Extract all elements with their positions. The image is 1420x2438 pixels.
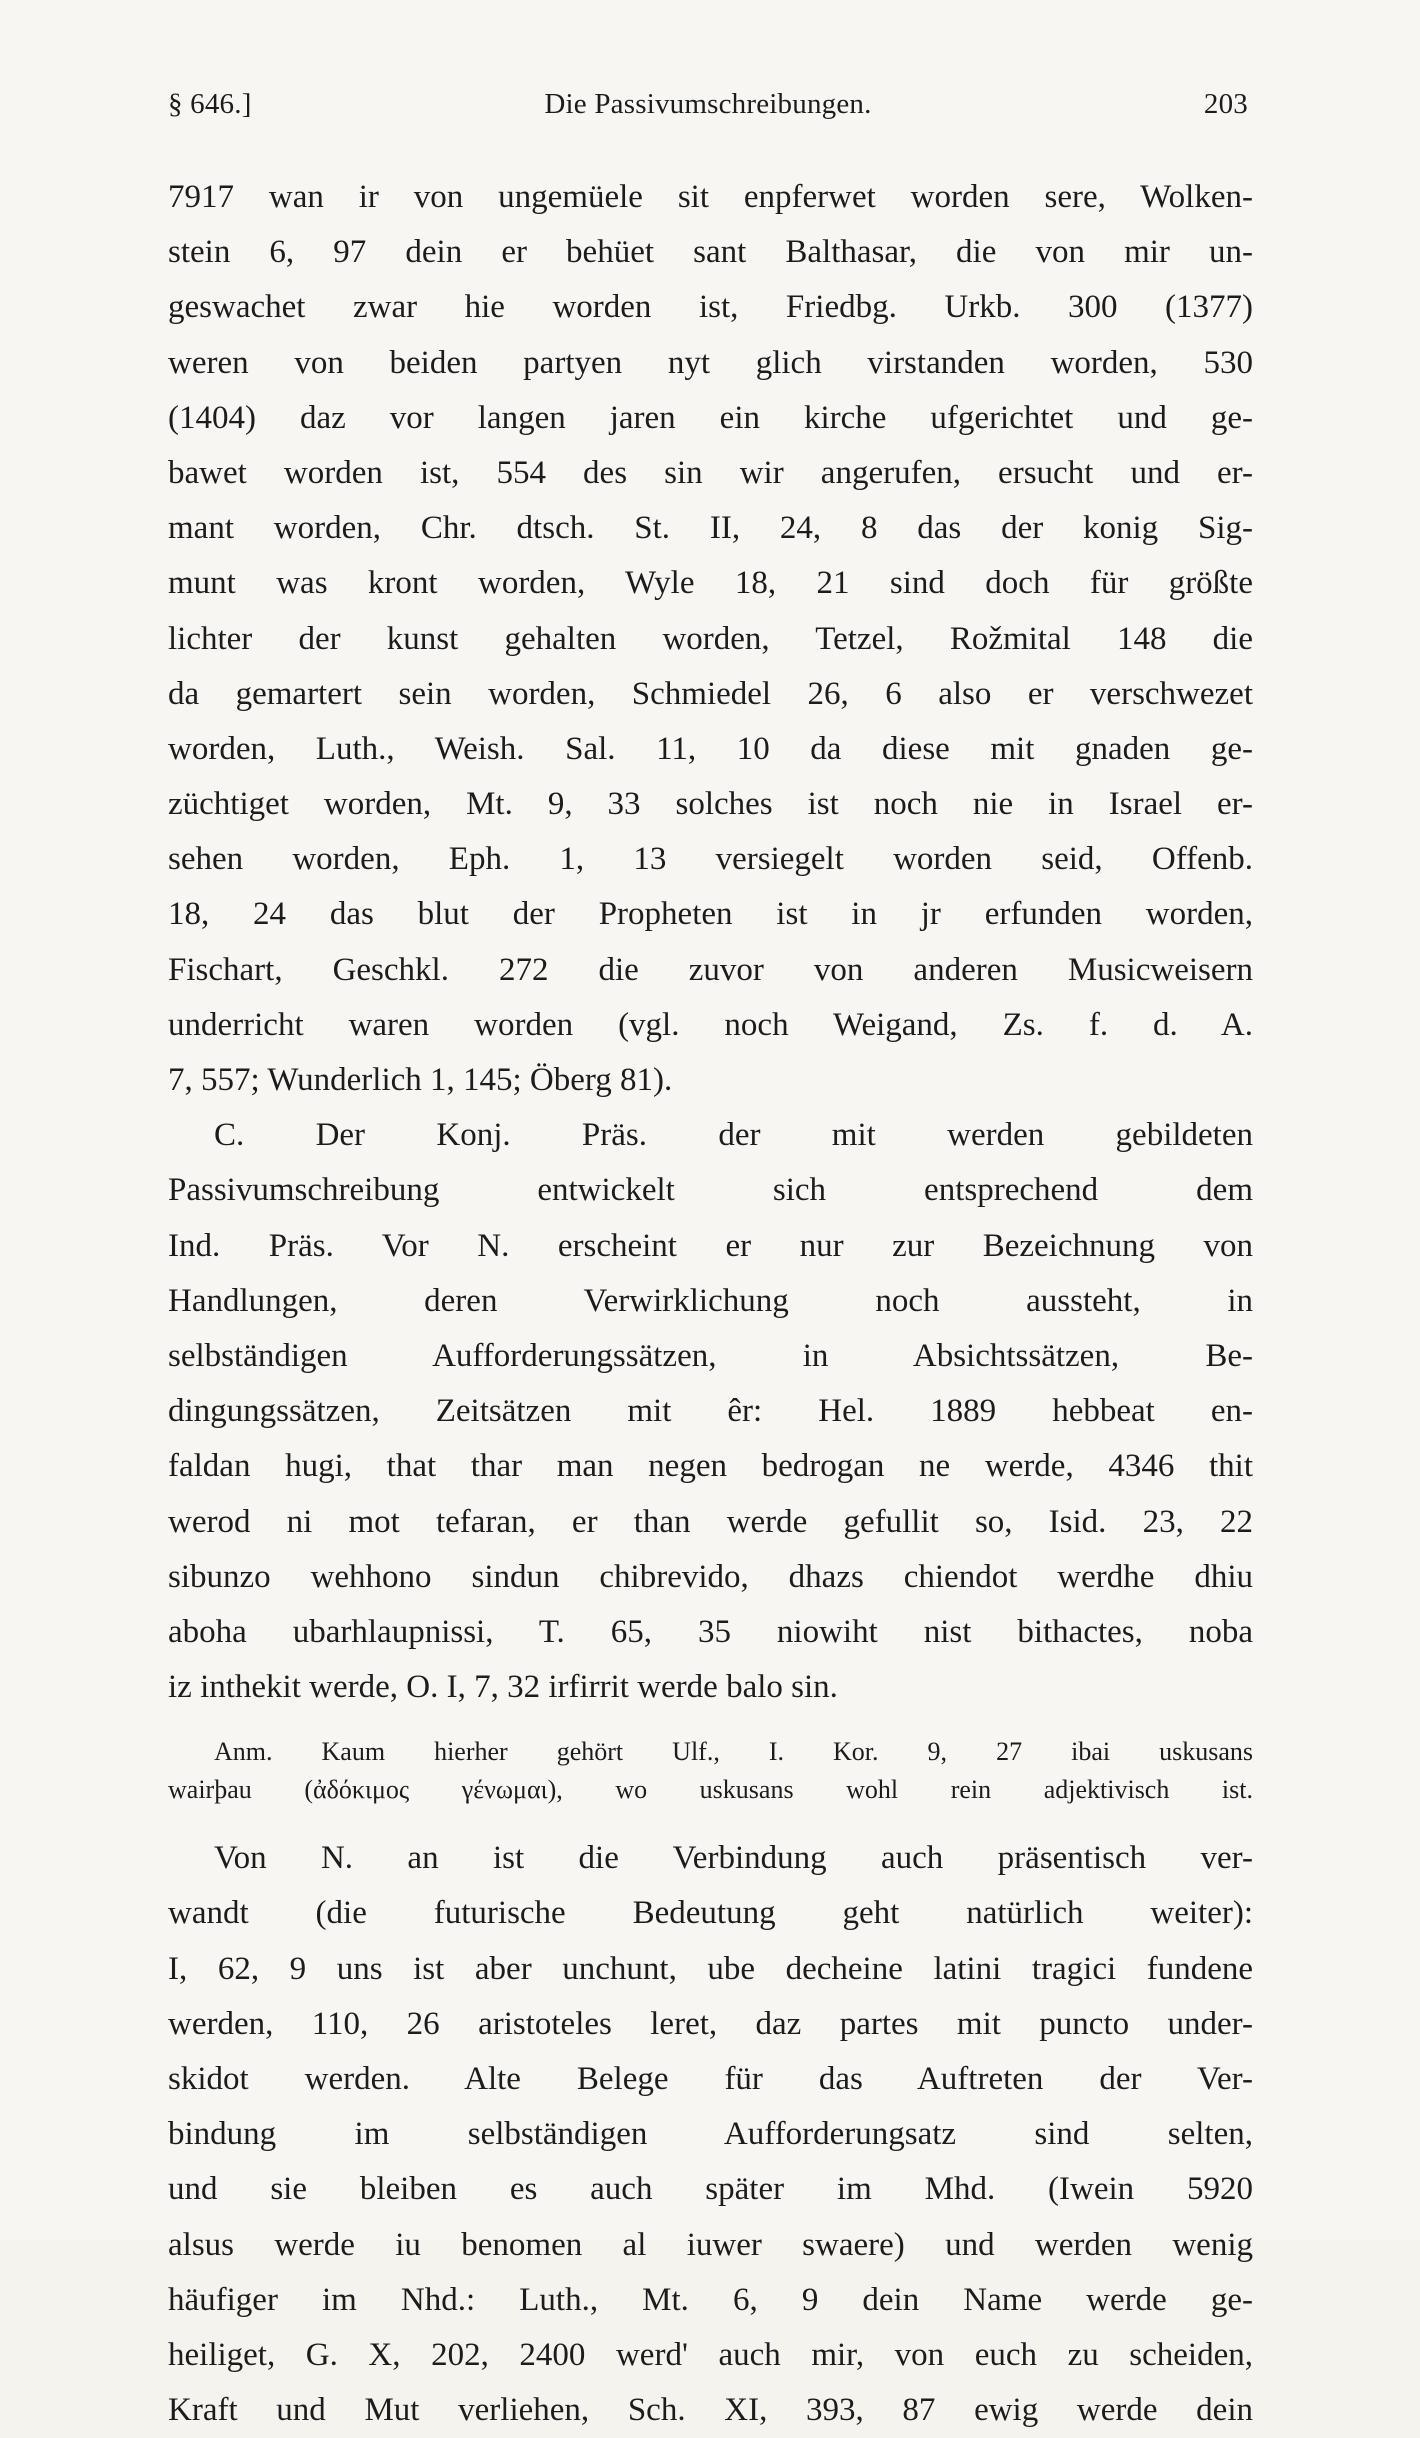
spacer xyxy=(168,1715,1253,1733)
text-line: häufiger im Nhd.: Luth., Mt. 6, 9 dein Name werde ge- xyxy=(168,2281,1253,2318)
text-line: 18, 24 das blut der Propheten ist in jr erfunden worden, xyxy=(168,896,1253,933)
text-line: wandt (die futurische Bedeutung geht natürlich weiter): xyxy=(168,1895,1253,1932)
text-line: iz inthekit werde, O. I, 7, 32 irfirrit werde balo sin. xyxy=(168,1669,838,1706)
text-line: bawet worden ist, 554 des sin wir angerufen, ersucht und er- xyxy=(168,454,1253,491)
text-line: skidot werden. Alte Belege für das Auftreten der Ver- xyxy=(168,2061,1253,2097)
text-line: und sie bleiben es auch später im Mhd. (Iwein 5920 xyxy=(168,2171,1253,2208)
paragraph-subjunctive xyxy=(168,1108,1253,1715)
text-line: züchtiget worden, Mt. 9, 33 solches ist noch nie in Israel er- xyxy=(168,786,1253,823)
text-line: stein 6, 97 dein er behüet sant Balthasar, die von mir un- xyxy=(168,234,1253,271)
spacer xyxy=(168,1809,1253,1831)
text-line: 7, 557; Wunderlich 1, 145; Öberg 81). xyxy=(168,1062,673,1098)
text-line: Von N. an ist die Verbindung auch präsentisch ver- xyxy=(214,1840,1253,1877)
text-line: munt was kront worden, Wyle 18, 21 sind doch für größte xyxy=(168,565,1253,602)
text-line: sehen worden, Eph. 1, 13 versiegelt worden seid, Offenb. xyxy=(168,841,1253,878)
text-line: aboha ubarhlaupnissi, T. 65, 35 niowiht nist bithactes, noba xyxy=(168,1613,1253,1650)
paragraph-present xyxy=(168,1831,1253,2438)
text-line: I, 62, 9 uns ist aber unchunt, ube decheine latini tragici fundene xyxy=(168,1950,1253,1987)
text-line: Handlungen, deren Verwirklichung noch aussteht, in xyxy=(168,1282,1253,1319)
text-line: underricht waren worden (vgl. noch Weigand, Zs. f. d. A. xyxy=(168,1006,1253,1043)
text-line: faldan hugi, that thar man negen bedrogan ne werde, 4346 thit xyxy=(168,1448,1253,1485)
text-line: Fischart, Geschkl. 272 die zuvor von anderen Musicweisern xyxy=(168,951,1253,988)
page-number: 203 xyxy=(1203,88,1248,120)
text-line: geswachet zwar hie worden ist, Friedbg. Urkb. 300 (1377) xyxy=(168,289,1253,326)
text-line: da gemartert sein worden, Schmiedel 26, 6 also er verschwezet xyxy=(168,675,1253,712)
text-line: heiliget, G. X, 202, 2400 werd' auch mir, von euch zu scheiden, xyxy=(168,2336,1253,2373)
text-line: C. Der Konj. Präs. der mit werden gebildeten xyxy=(214,1117,1253,1154)
text-line: bindung im selbständigen Aufforderungsatz sind selten, xyxy=(168,2116,1253,2153)
text-line: mant worden, Chr. dtsch. St. II, 24, 8 das der konig Sig- xyxy=(168,510,1253,547)
section-reference: § 646.] xyxy=(168,88,252,120)
text-line: sibunzo wehhono sindun chibrevido, dhazs chiendot werdhe dhiu xyxy=(168,1558,1253,1595)
annotation-note xyxy=(168,1733,1253,1809)
text-line: 7917 wan ir von ungemüele sit enpferwet worden sere, Wolken- xyxy=(168,179,1253,215)
running-header xyxy=(168,88,1248,128)
text-line: selbständigen Aufforderungssätzen, in Absichtssätzen, Be- xyxy=(168,1337,1253,1374)
text-line: Kraft und Mut verliehen, Sch. XI, 393, 87 ewig werde dein xyxy=(168,2392,1253,2429)
text-line: werden, 110, 26 aristoteles leret, daz partes mit puncto under- xyxy=(168,2005,1253,2042)
text-line: Ind. Präs. Vor N. erscheint er nur zur Bezeichnung von xyxy=(168,1227,1253,1264)
text-line: dingungssätzen, Zeitsätzen mit êr: Hel. 1889 hebbeat en- xyxy=(168,1393,1253,1430)
text-line: werod ni mot tefaran, er than werde gefullit so, Isid. 23, 22 xyxy=(168,1503,1253,1540)
note-line: Anm. Kaum hierher gehört Ulf., I. Kor. 9, 27 ibai uskusans xyxy=(214,1737,1253,1767)
text-line: alsus werde iu benomen al iuwer swaere) und werden wenig xyxy=(168,2226,1253,2263)
page-body xyxy=(168,170,1253,2438)
text-line: lichter der kunst gehalten worden, Tetzel, Rožmital 148 die xyxy=(168,620,1253,657)
paragraph-examples xyxy=(168,170,1253,1108)
note-line: wairþau (ἀδόκιμος γένωμαι), wo uskusans wohl rein adjektivisch ist. xyxy=(168,1775,1253,1805)
running-title: Die Passivumschreibungen. xyxy=(544,88,872,120)
text-line: worden, Luth., Weish. Sal. 11, 10 da diese mit gnaden ge- xyxy=(168,730,1253,767)
text-line: (1404) daz vor langen jaren ein kirche ufgerichtet und ge- xyxy=(168,399,1253,436)
text-line: Passivumschreibung entwickelt sich entsprechend dem xyxy=(168,1172,1253,1209)
text-line: weren von beiden partyen nyt glich virstanden worden, 530 xyxy=(168,344,1253,381)
